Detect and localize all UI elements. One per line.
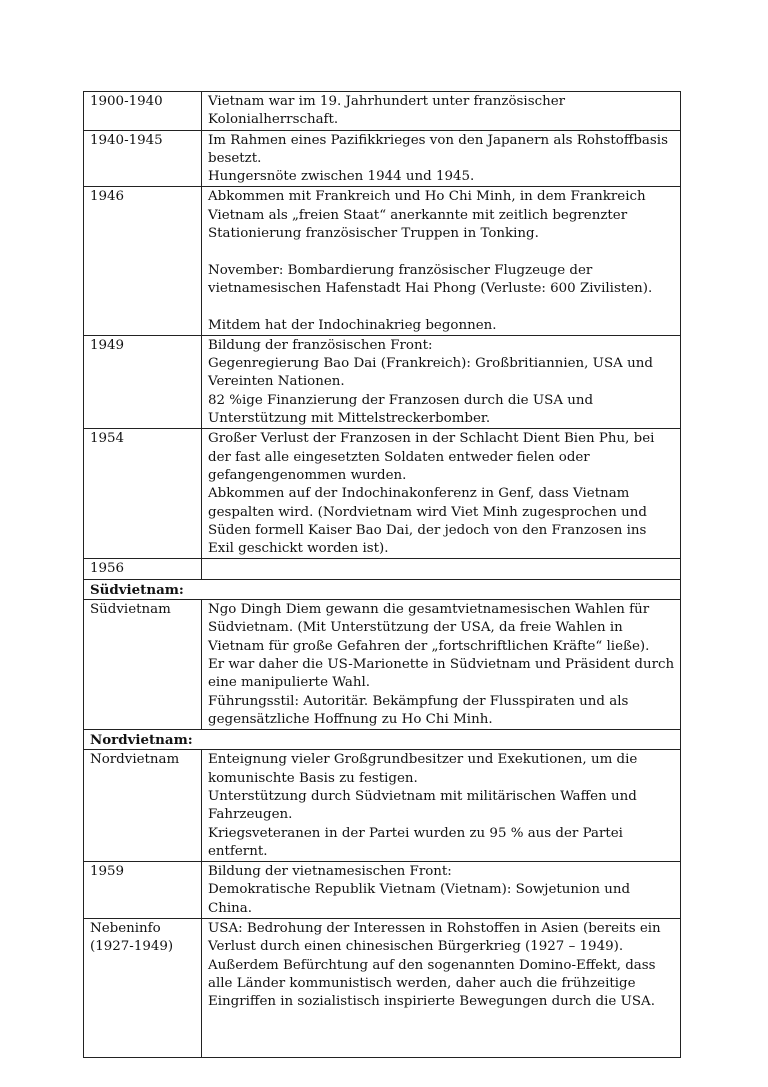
year-cell: 1949 bbox=[84, 335, 202, 428]
year-cell: 1946 bbox=[84, 187, 202, 335]
event-cell bbox=[202, 600, 681, 730]
table-row bbox=[84, 919, 681, 1058]
event-text: USA: Bedrohung der Interessen in Rohstoffen in Asien (bereits ein Verlust durch einen chinesischen Bürgerkrieg (1927 – 1949). bbox=[208, 921, 661, 955]
event-cell bbox=[202, 919, 681, 1058]
event-text: Hungersnöte zwischen 1944 und 1945. bbox=[208, 169, 475, 185]
table-row bbox=[84, 750, 681, 862]
section-header-nordvietnam: Nordvietnam: bbox=[84, 730, 681, 750]
event-text: Führungsstil: Autoritär. Bekämpfung der Flusspiraten und als gegensätzliche Hoffnung zu Ho Chi Minh. bbox=[208, 693, 629, 727]
event-cell bbox=[202, 187, 681, 335]
event-text: Ngo Dingh Diem gewann die gesamtvietnamesischen Wahlen für Südvietnam. (Mit Unterstützung der USA, da freie Wahlen in Vietnam für große Gefahren der „fortschriftlichen Kräfte“ ließe). bbox=[208, 602, 650, 654]
paragraph-gap bbox=[208, 243, 675, 261]
table-row bbox=[84, 130, 681, 187]
event-cell bbox=[202, 92, 681, 131]
table-row bbox=[84, 559, 681, 579]
year-cell: 1900-1940 bbox=[84, 92, 202, 131]
table-row bbox=[84, 187, 681, 335]
event-cell bbox=[202, 862, 681, 919]
event-text: Demokratische Republik Vietnam (Vietnam): Sowjetunion und China. bbox=[208, 882, 631, 916]
table-row bbox=[84, 429, 681, 559]
event-text: Im Rahmen eines Pazifikkrieges von den Japanern als Rohstoffbasis besetzt. bbox=[208, 132, 668, 166]
section-header-row bbox=[84, 579, 681, 599]
event-text: 82 %ige Finanzierung der Franzosen durch die USA und Unterstützung mit Mittelstreckerbomber. bbox=[208, 392, 594, 427]
table-row bbox=[84, 92, 681, 131]
section-header-suedvietnam: Südvietnam: bbox=[84, 579, 681, 599]
event-cell bbox=[202, 559, 681, 579]
event-cell bbox=[202, 130, 681, 187]
year-cell: Südvietnam bbox=[84, 600, 202, 730]
year-cell: Nordvietnam bbox=[84, 750, 202, 862]
year-cell: 1959 bbox=[84, 862, 202, 919]
event-text: Mitdem hat der Indochinakrieg begonnen. bbox=[208, 317, 497, 333]
event-text: Abkommen mit Frankreich und Ho Chi Minh, in dem Frankreich Vietnam als „freien Staat“ anerkannte mit zeitlich begrenzter Stationierung französischer Truppen in Tonking. bbox=[208, 189, 646, 242]
event-cell bbox=[202, 335, 681, 428]
event-cell bbox=[202, 429, 681, 559]
event-text: Gegenregierung Bao Dai (Frankreich): Großbritiannien, USA und Vereinten Nationen. bbox=[208, 356, 653, 390]
event-text: Außerdem Befürchtung auf den sogenannten Domino-Effekt, dass alle Länder kommunistisch werden, daher auch die frühzeitige Eingriffen in sozialistisch inspirierte Bewegungen durch die USA. bbox=[208, 957, 656, 1010]
year-cell: 1956 bbox=[84, 559, 202, 579]
section-header-row bbox=[84, 730, 681, 750]
event-text: Bildung der französischen Front: bbox=[208, 337, 433, 353]
event-text: Unterstützung durch Südvietnam mit militärischen Waffen und Fahrzeugen. bbox=[208, 788, 637, 823]
event-text: November: Bombardierung französischer Flugzeuge der vietnamesischen Hafenstadt Hai Phong (Verluste: 600 Zivilisten). bbox=[208, 262, 653, 296]
event-text: Enteignung vieler Großgrundbesitzer und Exekutionen, um die komunischte Basis zu festigen. bbox=[208, 752, 638, 786]
timeline-table bbox=[83, 91, 681, 1058]
year-cell: 1954 bbox=[84, 429, 202, 559]
table-row bbox=[84, 862, 681, 919]
table-row bbox=[84, 600, 681, 730]
event-text: Er war daher die US-Marionette in Südvietnam und Präsident durch eine manipulierte Wahl. bbox=[208, 656, 675, 691]
event-text: Großer Verlust der Franzosen in der Schlacht Dient Bien Phu, bei der fast alle eingesetzten Soldaten entweder fielen oder gefangengenommen wurden. bbox=[208, 431, 655, 483]
event-text: Bildung der vietnamesischen Front: bbox=[208, 864, 452, 880]
year-cell: 1940-1945 bbox=[84, 130, 202, 187]
event-cell bbox=[202, 750, 681, 862]
document-page bbox=[83, 91, 680, 1058]
paragraph-gap bbox=[208, 298, 675, 316]
year-cell: Nebeninfo (1927-1949) bbox=[84, 919, 202, 1058]
event-text: Abkommen auf der Indochinakonferenz in Genf, dass Vietnam gespalten wird. (Nordvietnam wird Viet Minh zugesprochen und Süden formell Kaiser Bao Dai, der jedoch von den Franzosen ins Exil geschickt worden ist). bbox=[208, 486, 647, 557]
event-text: Kriegsveteranen in der Partei wurden zu 95 % aus der Partei entfernt. bbox=[208, 825, 623, 859]
table-row bbox=[84, 335, 681, 428]
event-text: Vietnam war im 19. Jahrhundert unter französischer Kolonialherrschaft. bbox=[208, 94, 566, 128]
